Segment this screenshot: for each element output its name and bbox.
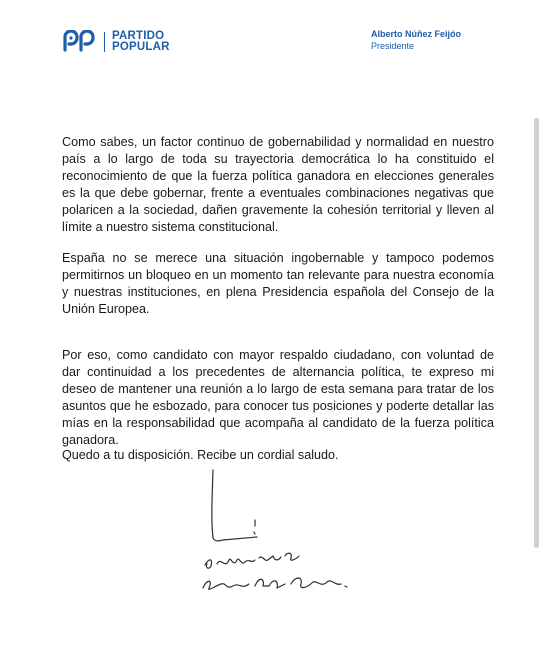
logo-line-1: PARTIDO bbox=[112, 30, 165, 42]
paragraph-1: Como sabes, un factor continuo de gobernabilidad y normalidad en nuestro país a lo largo de toda su trayectoria democrática lo ha constituido el reconocimiento de que la fuerza política ganadora en elecciones generales es la que debe gobernar, frente a eventuales combinaciones negativas que polaricen a la sociedad, dañen gravemente la cohesión territorial y lleven al límite a nuestro sistema constitucional. bbox=[62, 134, 494, 234]
scrollbar[interactable] bbox=[534, 118, 539, 548]
sender-block bbox=[371, 28, 461, 52]
logo-text bbox=[112, 31, 170, 53]
sender-title: Presidente bbox=[371, 41, 415, 51]
party-logo bbox=[62, 30, 170, 54]
paragraph-3: Por eso, como candidato con mayor respaldo ciudadano, con voluntad de dar continuidad a los precedentes de alternancia política, te expreso mi deseo de mantener una reunión a lo largo de esta semana para tratar de los asuntos que he esbozado, para conocer tus posiciones y poderte detallar las mías en la responsabilidad que acompaña al candidato de la fuerza política ganadora. bbox=[62, 347, 494, 447]
closing-line: Quedo a tu disposición. Recibe un cordial saludo. bbox=[62, 447, 339, 462]
scrollbar-thumb[interactable] bbox=[534, 118, 539, 548]
letterhead bbox=[0, 0, 543, 70]
sender-name: Alberto Núñez Feijóo bbox=[371, 29, 461, 39]
pp-logo-icon bbox=[62, 30, 98, 54]
paragraph-2: España no se merece una situación ingobernable y tampoco podemos permitirnos un bloqueo en un momento tan relevante para nuestra economía y nuestras instituciones, en plena Presidencia española del Consejo de la Unión Europea. bbox=[62, 250, 494, 316]
logo-divider bbox=[104, 32, 105, 52]
logo-line-2: POPULAR bbox=[112, 41, 170, 53]
handwritten-signature bbox=[195, 460, 375, 610]
